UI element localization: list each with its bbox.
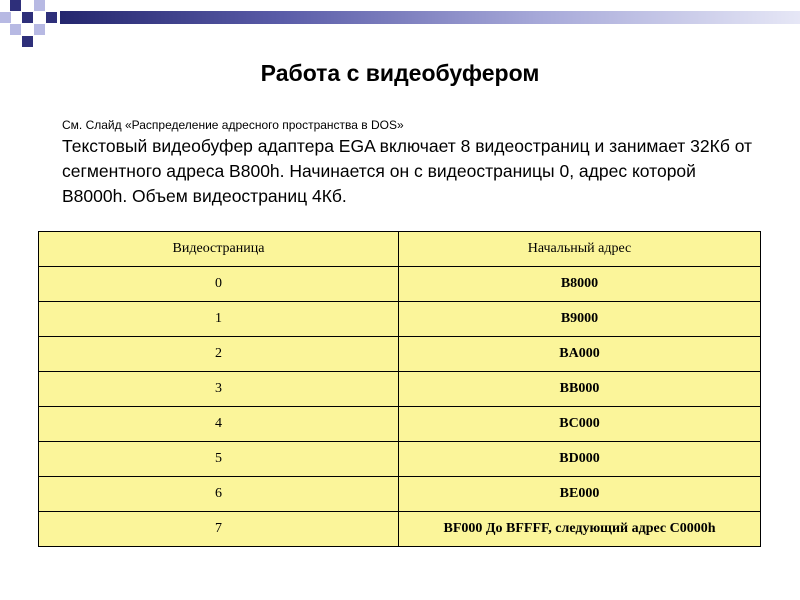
page-number-cell: 0 bbox=[39, 267, 399, 302]
page-number-cell: 2 bbox=[39, 337, 399, 372]
header-gradient-bar bbox=[60, 11, 800, 24]
page-number-cell: 4 bbox=[39, 407, 399, 442]
table-row bbox=[39, 407, 761, 442]
decor-square bbox=[10, 24, 21, 35]
table-row bbox=[39, 267, 761, 302]
description-paragraph: Текстовый видеобуфер адаптера EGA включает 8 видеостраниц и занимает 32Кб от сегментного адреса B800h. Начинается он с видеостраницы 0, адрес которой B8000h. Объем видеостраниц 4Кб. bbox=[62, 136, 753, 206]
videopage-table bbox=[38, 231, 761, 547]
table-row bbox=[39, 442, 761, 477]
start-address-cell: B8000 bbox=[399, 267, 761, 302]
page-number-cell: 3 bbox=[39, 372, 399, 407]
decor-square bbox=[34, 24, 45, 35]
start-address-cell: BA000 bbox=[399, 337, 761, 372]
page-number-cell: 6 bbox=[39, 477, 399, 512]
start-address-cell: BF000 До BFFFF, следующий адрес C0000h bbox=[399, 512, 761, 547]
table-row bbox=[39, 337, 761, 372]
decor-square bbox=[0, 12, 11, 23]
start-address-cell: BB000 bbox=[399, 372, 761, 407]
start-address-cell: B9000 bbox=[399, 302, 761, 337]
reference-note: См. Слайд «Распределение адресного пространства в DOS» bbox=[62, 118, 404, 132]
table-row bbox=[39, 372, 761, 407]
decor-square bbox=[46, 12, 57, 23]
decor-square bbox=[34, 0, 45, 11]
table-row bbox=[39, 302, 761, 337]
page-number-cell: 5 bbox=[39, 442, 399, 477]
start-address-cell: BE000 bbox=[399, 477, 761, 512]
table-header-row bbox=[39, 232, 761, 267]
slide-title: Работа с видеобуфером bbox=[260, 60, 540, 86]
start-address-cell: BD000 bbox=[399, 442, 761, 477]
start-address-cell: BC000 bbox=[399, 407, 761, 442]
decor-square bbox=[22, 12, 33, 23]
column-header-videopage: Видеостраница bbox=[39, 232, 399, 267]
table-row bbox=[39, 512, 761, 547]
page-number-cell: 1 bbox=[39, 302, 399, 337]
page-number-cell: 7 bbox=[39, 512, 399, 547]
column-header-start-address: Начальный адрес bbox=[399, 232, 761, 267]
decor-square bbox=[22, 36, 33, 47]
decor-square bbox=[10, 0, 21, 11]
table-row bbox=[39, 477, 761, 512]
